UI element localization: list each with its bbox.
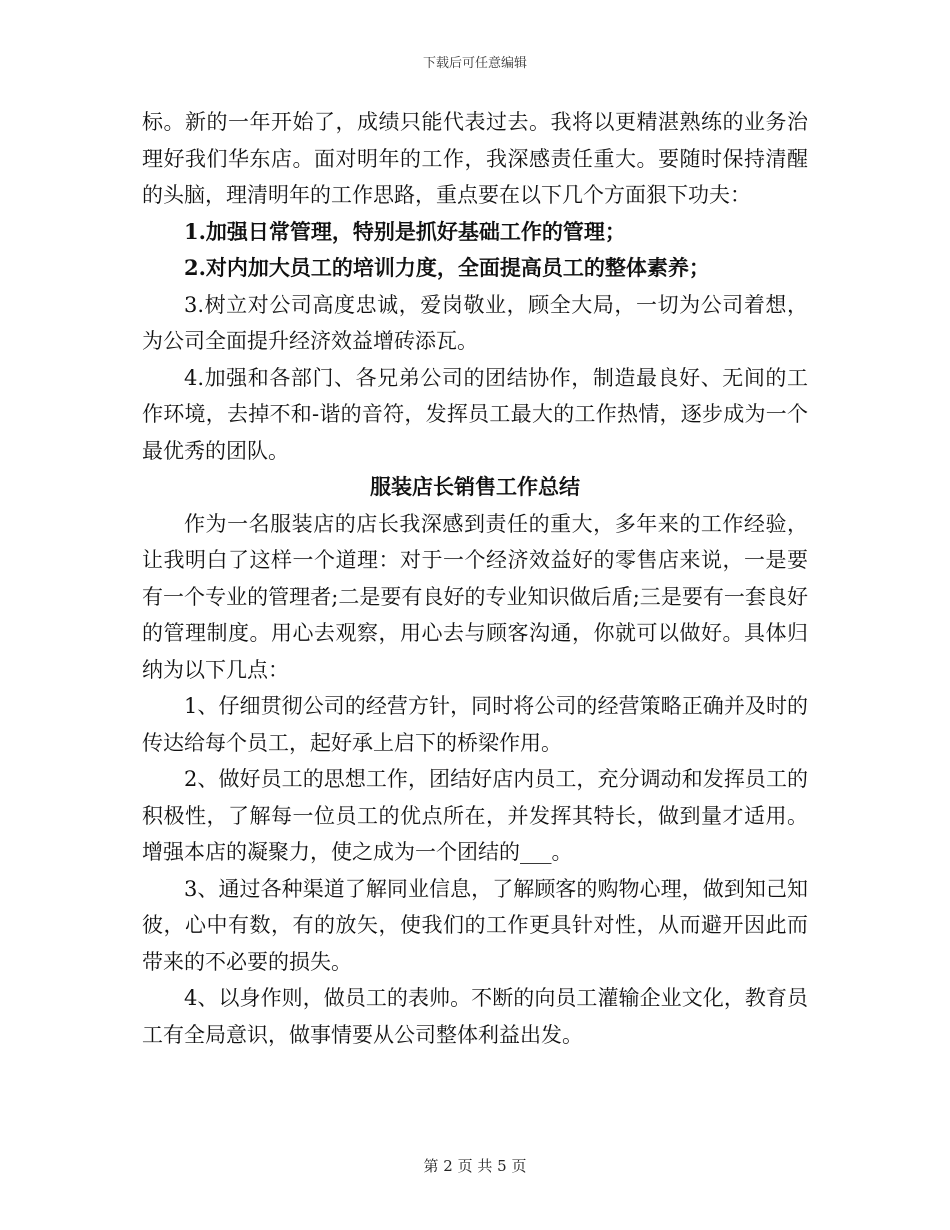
document-body (142, 104, 808, 1053)
point-2: 2、做好员工的思想工作，团结好店内员工，充分调动和发挥员工的积极性，了解每一位员工的优点所在，并发挥其特长，做到量才适用。增强本店的凝聚力，使之成为一个团结的___。 (142, 767, 808, 864)
paragraph-continued: 标。新的一年开始了，成绩只能代表过去。我将以更精湛熟练的业务治理好我们华东店。面对明年的工作，我深感责任重大。要随时保持清醒的头脑，理清明年的工作思路，重点要在以下几个方面狠下功夫： (142, 110, 808, 207)
point-4: 4、以身作则，做员工的表帅。不断的向员工灌输企业文化，教育员工有全局意识，做事情要从公司整体利益出发。 (142, 986, 808, 1047)
page-footer: 第 2 页 共 5 页 (423, 1157, 527, 1175)
list-item-4: 4.加强和各部门、各兄弟公司的团结协作，制造最良好、无间的工作环境，去掉不和-谐的音符，发挥员工最大的工作热情，逐步成为一个最优秀的团队。 (142, 365, 808, 463)
list-item-1-bold: 1.加强日常管理，特别是抓好基础工作的管理； (184, 218, 626, 244)
list-item-3: 3.树立对公司高度忠诚，爱岗敬业，顾全大局，一切为公司着想，为公司全面提升经济效益增砖添瓦。 (142, 292, 808, 353)
list-item-2-bold: 2.对内加大员工的培训力度，全面提高员工的整体素养； (184, 255, 710, 280)
point-1: 1、仔细贯彻公司的经营方针，同时将公司的经营策略正确并及时的传达给每个员工，起好承上启下的桥梁作用。 (142, 694, 808, 755)
intro-paragraph: 作为一名服装店的店长我深感到责任的重大，多年来的工作经验，让我明白了这样一个道理：对于一个经济效益好的零售店来说，一是要有一个专业的管理者;二是要有良好的专业知识做后盾;三是要有一套良好的管理制度。用心去观察，用心去与顾客沟通，你就可以做好。具体归纳为以下几点： (142, 511, 808, 682)
page-header: 下载后可任意编辑 (422, 56, 527, 71)
point-3: 3、通过各种渠道了解同业信息，了解顾客的购物心理，做到知己知彼，心中有数，有的放矢，使我们的工作更具针对性，从而避开因此而带来的不必要的损失。 (142, 876, 808, 974)
section-title: 服装店长销售工作总结 (370, 474, 580, 499)
